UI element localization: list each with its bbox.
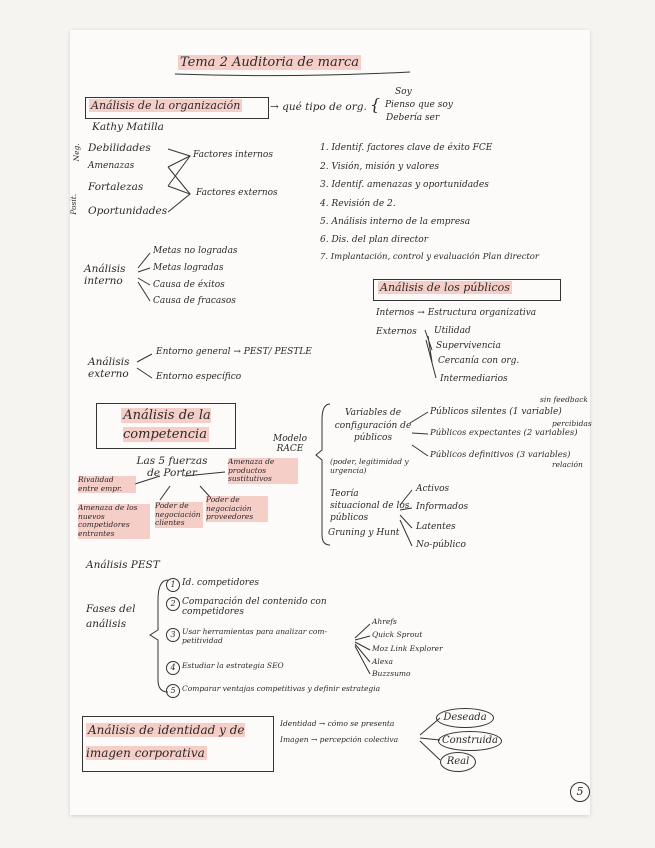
race-variable-note: percibidas	[552, 419, 592, 428]
org-brace-item: Pienso que soy	[385, 100, 453, 110]
identidad-oval: Real	[440, 752, 476, 772]
porter-force: Poder de negociación proveedores	[206, 496, 268, 522]
race-variables-label: Variables de configuración de públicos	[334, 408, 412, 444]
step-item: 4. Revisión de 2.	[320, 199, 396, 209]
fase-number: 1	[166, 578, 180, 592]
identidad-line: Identidad → cómo se presenta	[280, 719, 395, 728]
fase-item: Comparación del contenido con competidores	[182, 597, 327, 618]
step-item: 2. Visión, misión y valores	[320, 162, 440, 172]
internal-item: Causa de fracasos	[153, 296, 236, 306]
identidad-oval: Construida	[438, 731, 502, 751]
fase-number: 3	[166, 628, 180, 642]
publics-externos-item: Supervivencia	[436, 341, 501, 351]
competencia-heading: Análisis de la competencia	[123, 408, 211, 442]
external-item: Entorno general → PEST/ PESTLE	[156, 347, 312, 357]
internal-item: Causa de éxitos	[153, 280, 225, 290]
publics-externos-item: Utilidad	[434, 326, 471, 336]
race-teoria-item: Informados	[416, 502, 469, 512]
race-teoria-item: Activos	[416, 484, 450, 494]
publics-heading: Análisis de los públicos	[380, 281, 510, 294]
dafo-side-label: Neg.	[71, 143, 81, 162]
dafo-side-label: Posit.	[69, 193, 79, 215]
internal-item: Metas no logradas	[153, 246, 238, 256]
porter-force: Amenaza de productos sustitutivos	[228, 458, 298, 484]
fase-item: Usar herramientas para analizar com-petitividad	[182, 627, 328, 645]
race-variable-item: Públicos silentes (1 variable)	[430, 407, 562, 417]
pest-tool: Buzzsumo	[372, 669, 411, 678]
dafo-factor: Factores externos	[196, 188, 278, 198]
org-brace-item: Debería ser	[386, 113, 440, 123]
publics-externos-item: Cercanía con org.	[438, 356, 520, 366]
publics-externos-label: Externos	[376, 327, 417, 337]
fase-number: 2	[166, 597, 180, 611]
porter-force: Rivalidad entre empr.	[78, 476, 136, 493]
step-item: 7. Implantación, control y evaluación Plan director	[320, 252, 539, 262]
dafo-item: Fortalezas	[88, 181, 144, 193]
org-author: Kathy Matilla	[92, 121, 164, 133]
porter-force: Amenaza de los nuevos competidores entrantes	[78, 504, 150, 539]
step-item: 3. Identif. amenazas y oportunidades	[320, 180, 489, 190]
race-teoria-label: Teoría situacional de los públicos	[330, 489, 410, 524]
org-heading: Análisis de la organización	[91, 99, 241, 112]
internal-label: Análisis interno	[84, 263, 126, 288]
org-brace-item: Soy	[395, 87, 412, 97]
fase-number: 5	[166, 684, 180, 698]
race-label: Modelo RACE	[272, 434, 308, 455]
step-item: 1. Identif. factores clave de éxito FCE	[320, 143, 493, 153]
identidad-oval: Deseada	[436, 708, 494, 728]
page-title: Tema 2 Auditoria de marca	[180, 55, 359, 70]
pest-tool: Ahrefs	[372, 617, 397, 626]
internal-item: Metas logradas	[153, 263, 224, 273]
step-item: 5. Análisis interno de la empresa	[320, 217, 471, 227]
race-variables-sub: (poder, legitimidad y urgencia)	[330, 457, 409, 475]
publics-internos: Internos → Estructura organizativa	[376, 308, 537, 318]
race-teoria-item: Latentes	[416, 522, 456, 532]
dafo-factor: Factores internos	[193, 150, 273, 160]
org-arrow-text: → qué tipo de org.	[270, 101, 367, 113]
dafo-item: Amenazas	[88, 161, 135, 171]
publics-externos-item: Intermediarios	[440, 374, 508, 384]
pest-tool: Alexa	[372, 657, 393, 666]
step-item: 6. Dis. del plan director	[320, 235, 429, 245]
race-variable-item: Públicos expectantes (2 variables)	[430, 428, 578, 438]
race-variable-item: Públicos definitivos (3 variables)	[430, 450, 571, 460]
race-variable-note: sin feedback	[540, 395, 588, 404]
external-label: Análisis externo	[88, 356, 130, 381]
dafo-item: Debilidades	[88, 142, 151, 154]
identidad-line: Imagen → percepción colectiva	[280, 735, 399, 744]
dafo-item: Oportunidades	[88, 205, 168, 217]
org-brace: {	[370, 95, 381, 114]
pest-tool: Quick Sprout	[372, 630, 423, 639]
race-variable-note: relación	[552, 460, 583, 469]
fase-item: Id. competidores	[182, 578, 260, 588]
race-teoria-author: Gruning y Hunt	[328, 528, 400, 538]
fase-item: Comparar ventajas competitivas y definir estrategia	[182, 684, 381, 693]
pest-fases-label: Fases del análisis	[86, 603, 136, 630]
identidad-heading: Análisis de identidad y de imagen corporativa	[86, 723, 245, 760]
page-number: 5	[570, 782, 590, 802]
pest-tool: Moz Link Explorer	[372, 644, 443, 653]
fase-number: 4	[166, 661, 180, 675]
porter-label: Las 5 fuerzas de Porter	[136, 455, 208, 480]
fase-item: Estudiar la estrategia SEO	[182, 661, 284, 670]
race-teoria-item: No-público	[416, 540, 466, 550]
pest-title: Análisis PEST	[86, 559, 160, 571]
external-item: Entorno específico	[156, 372, 242, 382]
porter-force: Poder de negociación clientes	[155, 502, 203, 528]
